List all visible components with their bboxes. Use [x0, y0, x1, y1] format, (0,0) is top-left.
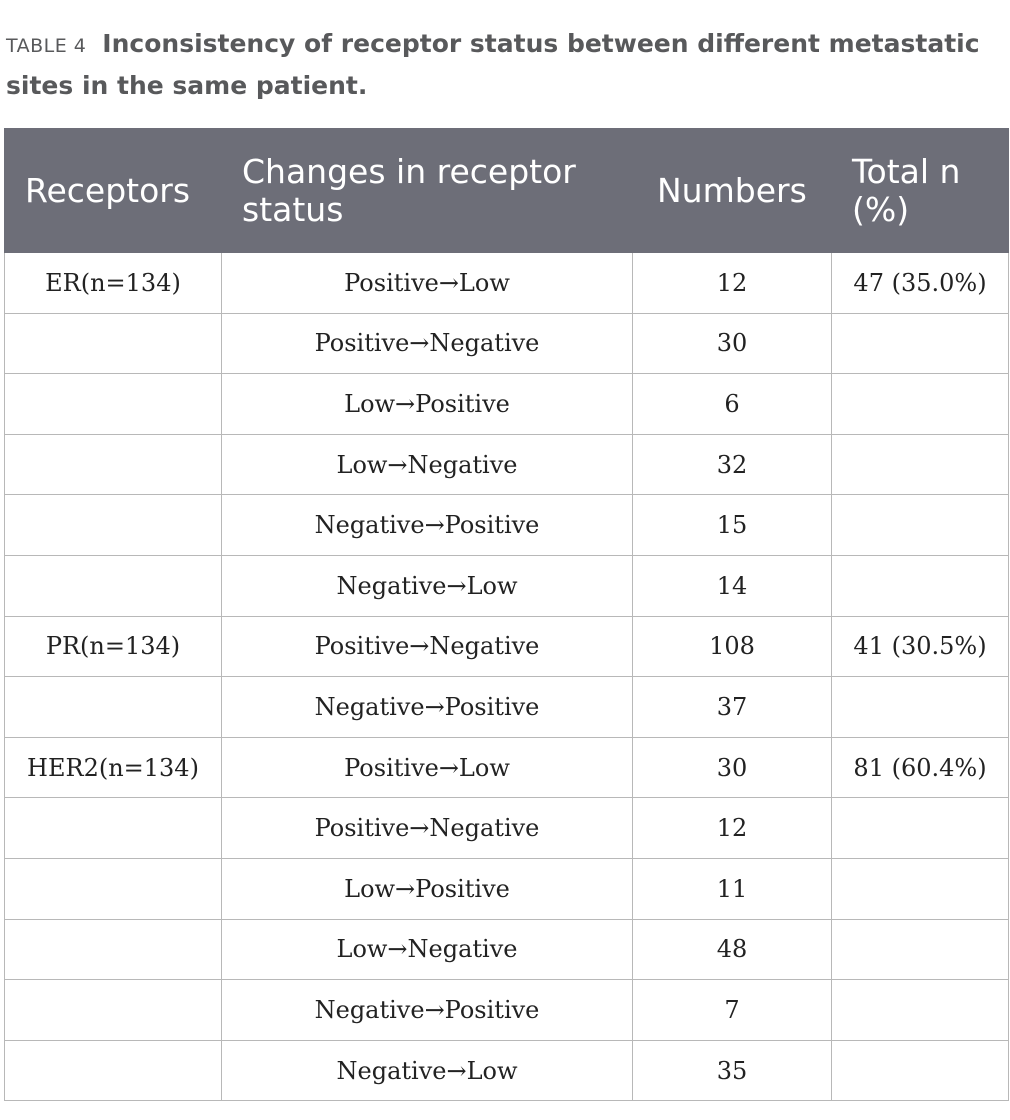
- table-label: TABLE 4: [6, 35, 87, 57]
- cell-change: Positive→Low: [222, 253, 633, 314]
- table-row: [5, 1040, 1009, 1101]
- cell-total: [832, 555, 1009, 616]
- cell-change: Positive→Negative: [222, 798, 633, 859]
- cell-change: Positive→Low: [222, 737, 633, 798]
- cell-receptor: ER(n=134): [5, 253, 222, 314]
- cell-number: 12: [633, 253, 832, 314]
- cell-total: [832, 798, 1009, 859]
- cell-receptor: [5, 1040, 222, 1101]
- cell-receptor: [5, 434, 222, 495]
- cell-number: 108: [633, 616, 832, 677]
- cell-receptor: [5, 858, 222, 919]
- cell-number: 7: [633, 980, 832, 1041]
- cell-change: Negative→Positive: [222, 495, 633, 556]
- cell-number: 30: [633, 737, 832, 798]
- table-row: [5, 616, 1009, 677]
- table-row: [5, 555, 1009, 616]
- cell-receptor: [5, 919, 222, 980]
- cell-receptor: [5, 980, 222, 1041]
- cell-number: 15: [633, 495, 832, 556]
- cell-total: [832, 1040, 1009, 1101]
- cell-number: 35: [633, 1040, 832, 1101]
- cell-number: 32: [633, 434, 832, 495]
- cell-change: Negative→Positive: [222, 980, 633, 1041]
- cell-total: 81 (60.4%): [832, 737, 1009, 798]
- cell-total: [832, 919, 1009, 980]
- header-row: [5, 129, 1009, 253]
- table-row: [5, 495, 1009, 556]
- table-row: [5, 313, 1009, 374]
- cell-total: [832, 374, 1009, 435]
- cell-total: [832, 495, 1009, 556]
- table-header: [5, 129, 1009, 253]
- cell-number: 14: [633, 555, 832, 616]
- table-caption: [6, 24, 996, 106]
- cell-total: [832, 858, 1009, 919]
- cell-receptor: [5, 677, 222, 738]
- cell-receptor: [5, 374, 222, 435]
- cell-receptor: [5, 555, 222, 616]
- cell-total: [832, 677, 1009, 738]
- cell-total: [832, 980, 1009, 1041]
- table-row: [5, 798, 1009, 859]
- table-row: [5, 253, 1009, 314]
- cell-change: Negative→Positive: [222, 677, 633, 738]
- cell-change: Low→Positive: [222, 374, 633, 435]
- table-row: [5, 374, 1009, 435]
- cell-number: 48: [633, 919, 832, 980]
- cell-change: Low→Negative: [222, 919, 633, 980]
- cell-change: Positive→Negative: [222, 616, 633, 677]
- table-row: [5, 858, 1009, 919]
- table-title: Inconsistency of receptor status between different metastatic sites in the same patient.: [6, 29, 980, 100]
- cell-receptor: PR(n=134): [5, 616, 222, 677]
- cell-receptor: [5, 313, 222, 374]
- table-row: [5, 737, 1009, 798]
- receptor-status-table: [4, 128, 1009, 1101]
- header-receptors: Receptors: [5, 129, 222, 253]
- cell-number: 37: [633, 677, 832, 738]
- table-row: [5, 980, 1009, 1041]
- header-total: Total n (%): [832, 129, 1009, 253]
- cell-change: Low→Positive: [222, 858, 633, 919]
- header-changes: Changes in receptor status: [222, 129, 633, 253]
- cell-number: 30: [633, 313, 832, 374]
- cell-change: Negative→Low: [222, 555, 633, 616]
- cell-change: Low→Negative: [222, 434, 633, 495]
- table-row: [5, 677, 1009, 738]
- cell-receptor: HER2(n=134): [5, 737, 222, 798]
- table-row: [5, 434, 1009, 495]
- cell-number: 12: [633, 798, 832, 859]
- cell-change: Positive→Negative: [222, 313, 633, 374]
- cell-receptor: [5, 495, 222, 556]
- cell-total: 41 (30.5%): [832, 616, 1009, 677]
- cell-total: [832, 434, 1009, 495]
- table-row: [5, 919, 1009, 980]
- table-body: [5, 253, 1009, 1101]
- header-numbers: Numbers: [633, 129, 832, 253]
- cell-number: 6: [633, 374, 832, 435]
- cell-number: 11: [633, 858, 832, 919]
- cell-receptor: [5, 798, 222, 859]
- cell-change: Negative→Low: [222, 1040, 633, 1101]
- cell-total: [832, 313, 1009, 374]
- cell-total: 47 (35.0%): [832, 253, 1009, 314]
